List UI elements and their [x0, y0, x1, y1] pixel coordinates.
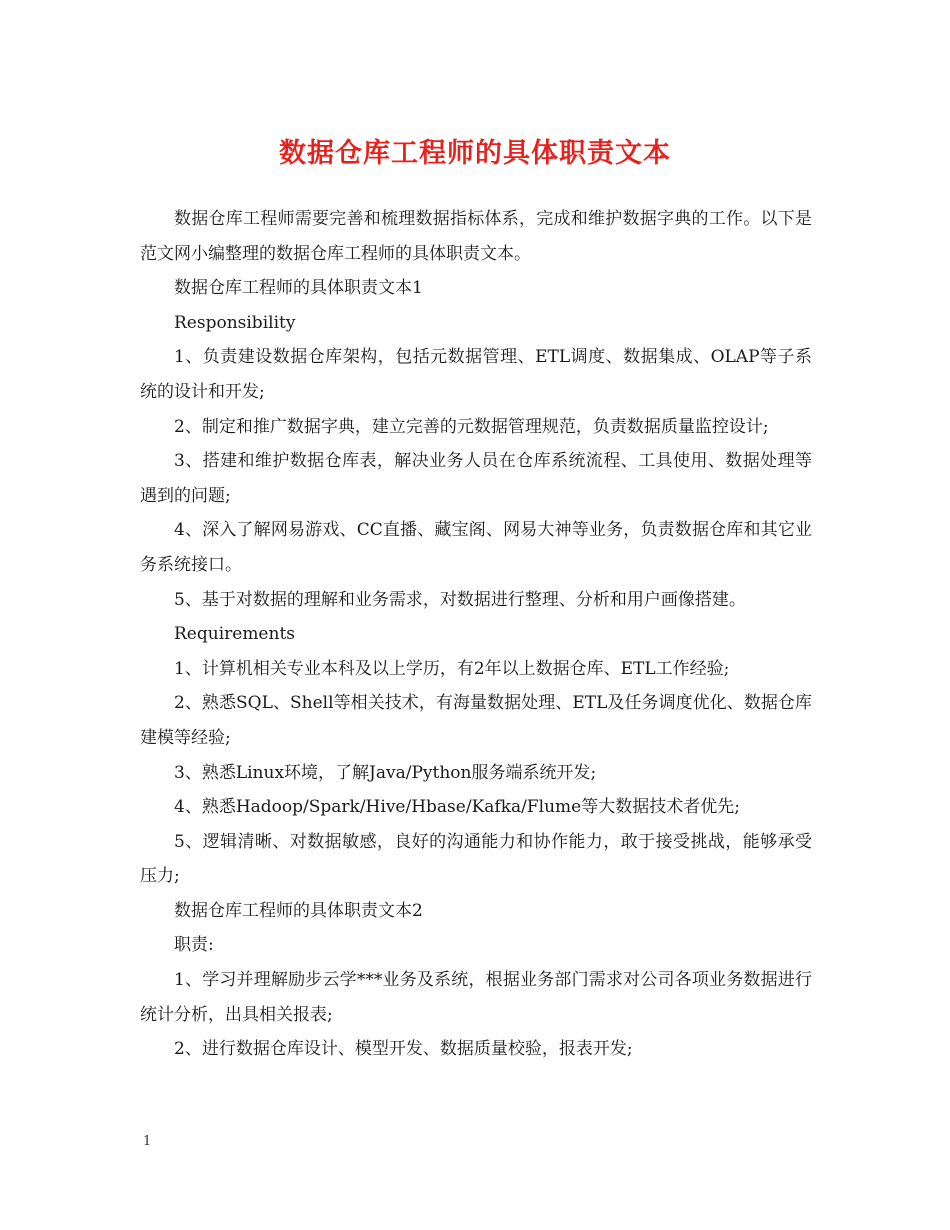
subheading-requirements: Requirements — [174, 624, 296, 645]
list-item: 5、逻辑清晰、对数据敏感，良好的沟通能力和协作能力，敢于接受挑战，能够承受压力; — [140, 831, 812, 887]
section-heading-1: 数据仓库工程师的具体职责文本1 — [174, 278, 423, 299]
list-item: 2、进行数据仓库设计、模型开发、数据质量校验，报表开发; — [174, 1039, 633, 1060]
list-item: 1、负责建设数据仓库架构，包括元数据管理、ETL调度、数据集成、OLAP等子系统的设计和开发; — [140, 347, 812, 402]
list-item: 5、基于对数据的理解和业务需求，对数据进行整理、分析和用户画像搭建。 — [174, 589, 746, 610]
list-item: 1、计算机相关专业本科及以上学历，有2年以上数据仓库、ETL工作经验; — [174, 658, 730, 679]
list-item: 1、学习并理解励步云学***业务及系统，根据业务部门需求对公司各项业务数据进行统计分析，出具相关报表; — [140, 970, 812, 1025]
paragraph-intro: 数据仓库工程师需要完善和梳理数据指标体系，完成和维护数据字典的工作。以下是范文网小编整理的数据仓库工程师的具体职责文本。 — [140, 209, 812, 264]
page-number: 1 — [143, 1134, 152, 1149]
section-heading-2: 数据仓库工程师的具体职责文本2 — [174, 900, 423, 921]
list-item: 4、熟悉Hadoop/Spark/Hive/Hbase/Kafka/Flume等大数据技术者优先; — [174, 797, 740, 818]
document-title: 数据仓库工程师的具体职责文本 — [279, 138, 671, 169]
document-body — [140, 202, 812, 1067]
list-item: 2、熟悉SQL、Shell等相关技术，有海量数据处理、ETL及任务调度优化、数据仓库建模等经验; — [140, 693, 812, 748]
list-item: 3、搭建和维护数据仓库表，解决业务人员在仓库系统流程、工具使用、数据处理等遇到的问题; — [140, 451, 812, 506]
subheading-duties: 职责: — [174, 935, 214, 956]
list-item: 2、制定和推广数据字典，建立完善的元数据管理规范，负责数据质量监控设计; — [174, 416, 769, 437]
subheading-responsibility: Responsibility — [174, 312, 296, 333]
list-item: 3、熟悉Linux环境，了解Java/Python服务端系统开发; — [174, 762, 597, 783]
list-item: 4、深入了解网易游戏、CC直播、藏宝阁、网易大神等业务，负责数据仓库和其它业务系统接口。 — [140, 520, 812, 575]
